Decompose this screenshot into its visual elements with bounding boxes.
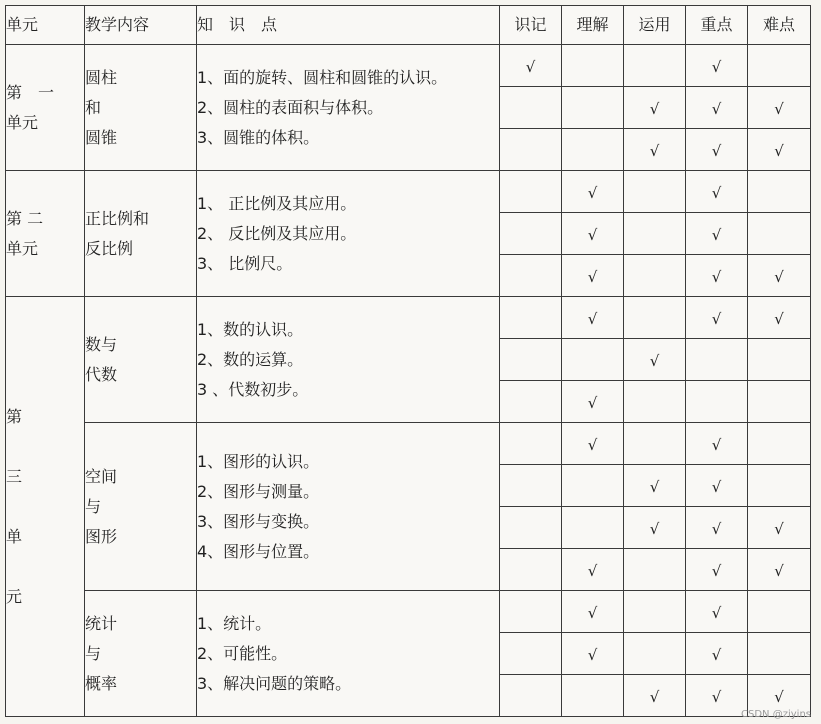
check-cell: [562, 255, 624, 297]
check-cell: [500, 549, 562, 591]
table-row: [6, 423, 811, 465]
header-understand: 理解: [562, 6, 624, 45]
check-cell: [748, 255, 811, 297]
check-mark: √: [587, 604, 598, 622]
check-cell: [562, 549, 624, 591]
check-mark: √: [649, 352, 660, 370]
check-mark: √: [587, 226, 598, 244]
check-cell: [748, 213, 811, 255]
check-mark: √: [649, 520, 660, 538]
unit-2-points: 1、 正比例及其应用。 2、 反比例及其应用。 3、 比例尺。: [197, 171, 500, 297]
check-cell: [562, 45, 624, 87]
check-cell: [624, 465, 686, 507]
check-cell: [500, 87, 562, 129]
check-cell: [624, 171, 686, 213]
check-cell: [562, 507, 624, 549]
check-mark: √: [649, 100, 660, 118]
header-difficult: 难点: [748, 6, 811, 45]
check-cell: [562, 591, 624, 633]
check-cell: [562, 465, 624, 507]
unit-1-content: 圆柱 和 圆锥: [85, 45, 197, 171]
unit-3a-points: 1、数的认识。 2、数的运算。 3 、代数初步。: [197, 297, 500, 423]
check-cell: [562, 675, 624, 717]
check-cell: [686, 675, 748, 717]
check-cell: [748, 549, 811, 591]
unit-3c-content: 统计 与 概率: [85, 591, 197, 717]
unit-1-points: 1、面的旋转、圆柱和圆锥的认识。 2、圆柱的表面积与体积。 3、圆锥的体积。: [197, 45, 500, 171]
unit-2-label: 第 二 单元: [6, 171, 85, 297]
check-cell: [624, 633, 686, 675]
check-cell: [500, 171, 562, 213]
check-cell: [748, 171, 811, 213]
curriculum-table: [5, 5, 811, 717]
check-mark: √: [774, 688, 784, 706]
check-cell: [686, 339, 748, 381]
check-cell: [624, 591, 686, 633]
check-mark: √: [587, 310, 598, 328]
unit-1-label: 第 一 单元: [6, 45, 85, 171]
check-cell: [624, 423, 686, 465]
check-mark: √: [711, 478, 722, 496]
check-mark: √: [774, 142, 784, 160]
check-cell: [500, 423, 562, 465]
check-cell: [686, 297, 748, 339]
table-row: [6, 297, 811, 339]
check-cell: [500, 339, 562, 381]
check-cell: [624, 45, 686, 87]
check-mark: √: [711, 562, 722, 580]
check-cell: [686, 171, 748, 213]
check-cell: [562, 87, 624, 129]
unit-2-content: 正比例和 反比例: [85, 171, 197, 297]
check-mark: √: [587, 436, 598, 454]
check-cell: [748, 591, 811, 633]
unit-3c-points: 1、统计。 2、可能性。 3、解决问题的策略。: [197, 591, 500, 717]
check-cell: [748, 465, 811, 507]
check-cell: [686, 255, 748, 297]
check-mark: √: [587, 646, 598, 664]
check-cell: [624, 675, 686, 717]
check-cell: [748, 423, 811, 465]
check-cell: [686, 423, 748, 465]
check-cell: [686, 87, 748, 129]
check-cell: [686, 591, 748, 633]
check-cell: [748, 507, 811, 549]
check-mark: √: [587, 268, 598, 286]
check-mark: √: [774, 268, 784, 286]
check-mark: √: [525, 58, 536, 76]
check-cell: [748, 45, 811, 87]
check-cell: [562, 633, 624, 675]
check-cell: [686, 465, 748, 507]
check-mark: √: [711, 646, 722, 664]
check-cell: [500, 507, 562, 549]
check-cell: [624, 87, 686, 129]
check-cell: [500, 297, 562, 339]
check-mark: √: [711, 520, 722, 538]
check-cell: [500, 465, 562, 507]
header-row: [6, 6, 811, 45]
check-cell: [624, 213, 686, 255]
check-cell: [624, 507, 686, 549]
check-cell: [562, 381, 624, 423]
header-key: 重点: [686, 6, 748, 45]
check-mark: √: [711, 688, 722, 706]
check-cell: [686, 633, 748, 675]
check-cell: [562, 339, 624, 381]
unit-3-label: 第 三 单 元: [6, 297, 85, 717]
header-points: 知 识 点: [197, 6, 500, 45]
check-cell: [624, 549, 686, 591]
check-mark: √: [711, 58, 722, 76]
table-row: [6, 171, 811, 213]
check-cell: [562, 423, 624, 465]
check-cell: [686, 507, 748, 549]
check-cell: [686, 549, 748, 591]
check-mark: √: [711, 100, 722, 118]
check-mark: √: [711, 604, 722, 622]
header-unit: 单元: [6, 6, 85, 45]
check-cell: [562, 213, 624, 255]
check-mark: √: [711, 226, 722, 244]
check-mark: √: [587, 562, 598, 580]
check-cell: [562, 129, 624, 171]
check-mark: √: [711, 268, 722, 286]
header-memorize: 识记: [500, 6, 562, 45]
header-apply: 运用: [624, 6, 686, 45]
check-mark: √: [711, 310, 722, 328]
check-cell: [500, 675, 562, 717]
check-cell: [624, 297, 686, 339]
unit-3a-content: 数与 代数: [85, 297, 197, 423]
check-cell: [562, 171, 624, 213]
check-cell: [686, 45, 748, 87]
check-mark: √: [774, 562, 784, 580]
check-mark: √: [711, 142, 722, 160]
check-cell: [748, 87, 811, 129]
check-cell: [500, 255, 562, 297]
check-mark: √: [649, 688, 660, 706]
check-cell: [624, 381, 686, 423]
check-cell: [686, 381, 748, 423]
check-cell: [748, 297, 811, 339]
check-mark: √: [649, 478, 660, 496]
check-mark: √: [587, 394, 598, 412]
check-cell: [624, 129, 686, 171]
unit-3b-points: 1、图形的认识。 2、图形与测量。 3、图形与变换。 4、图形与位置。: [197, 423, 500, 591]
unit-3b-content: 空间 与 图形: [85, 423, 197, 591]
check-cell: [500, 381, 562, 423]
check-cell: [686, 213, 748, 255]
check-mark: √: [711, 436, 722, 454]
check-mark: √: [711, 184, 722, 202]
check-mark: √: [587, 184, 598, 202]
check-mark: √: [774, 520, 784, 538]
check-cell: [624, 339, 686, 381]
check-cell: [500, 591, 562, 633]
table-row: [6, 591, 811, 633]
check-mark: √: [774, 310, 784, 328]
check-cell: [624, 255, 686, 297]
check-cell: [562, 297, 624, 339]
check-cell: [748, 381, 811, 423]
check-cell: [686, 129, 748, 171]
check-cell: [748, 339, 811, 381]
check-cell: [500, 129, 562, 171]
watermark-text: CSDN @ziyins: [741, 709, 811, 720]
table-row: [6, 45, 811, 87]
check-cell: [748, 633, 811, 675]
check-mark: √: [774, 100, 784, 118]
check-cell: [500, 633, 562, 675]
header-content: 教学内容: [85, 6, 197, 45]
check-cell: [500, 213, 562, 255]
check-cell: [748, 129, 811, 171]
check-cell: [500, 45, 562, 87]
check-mark: √: [649, 142, 660, 160]
